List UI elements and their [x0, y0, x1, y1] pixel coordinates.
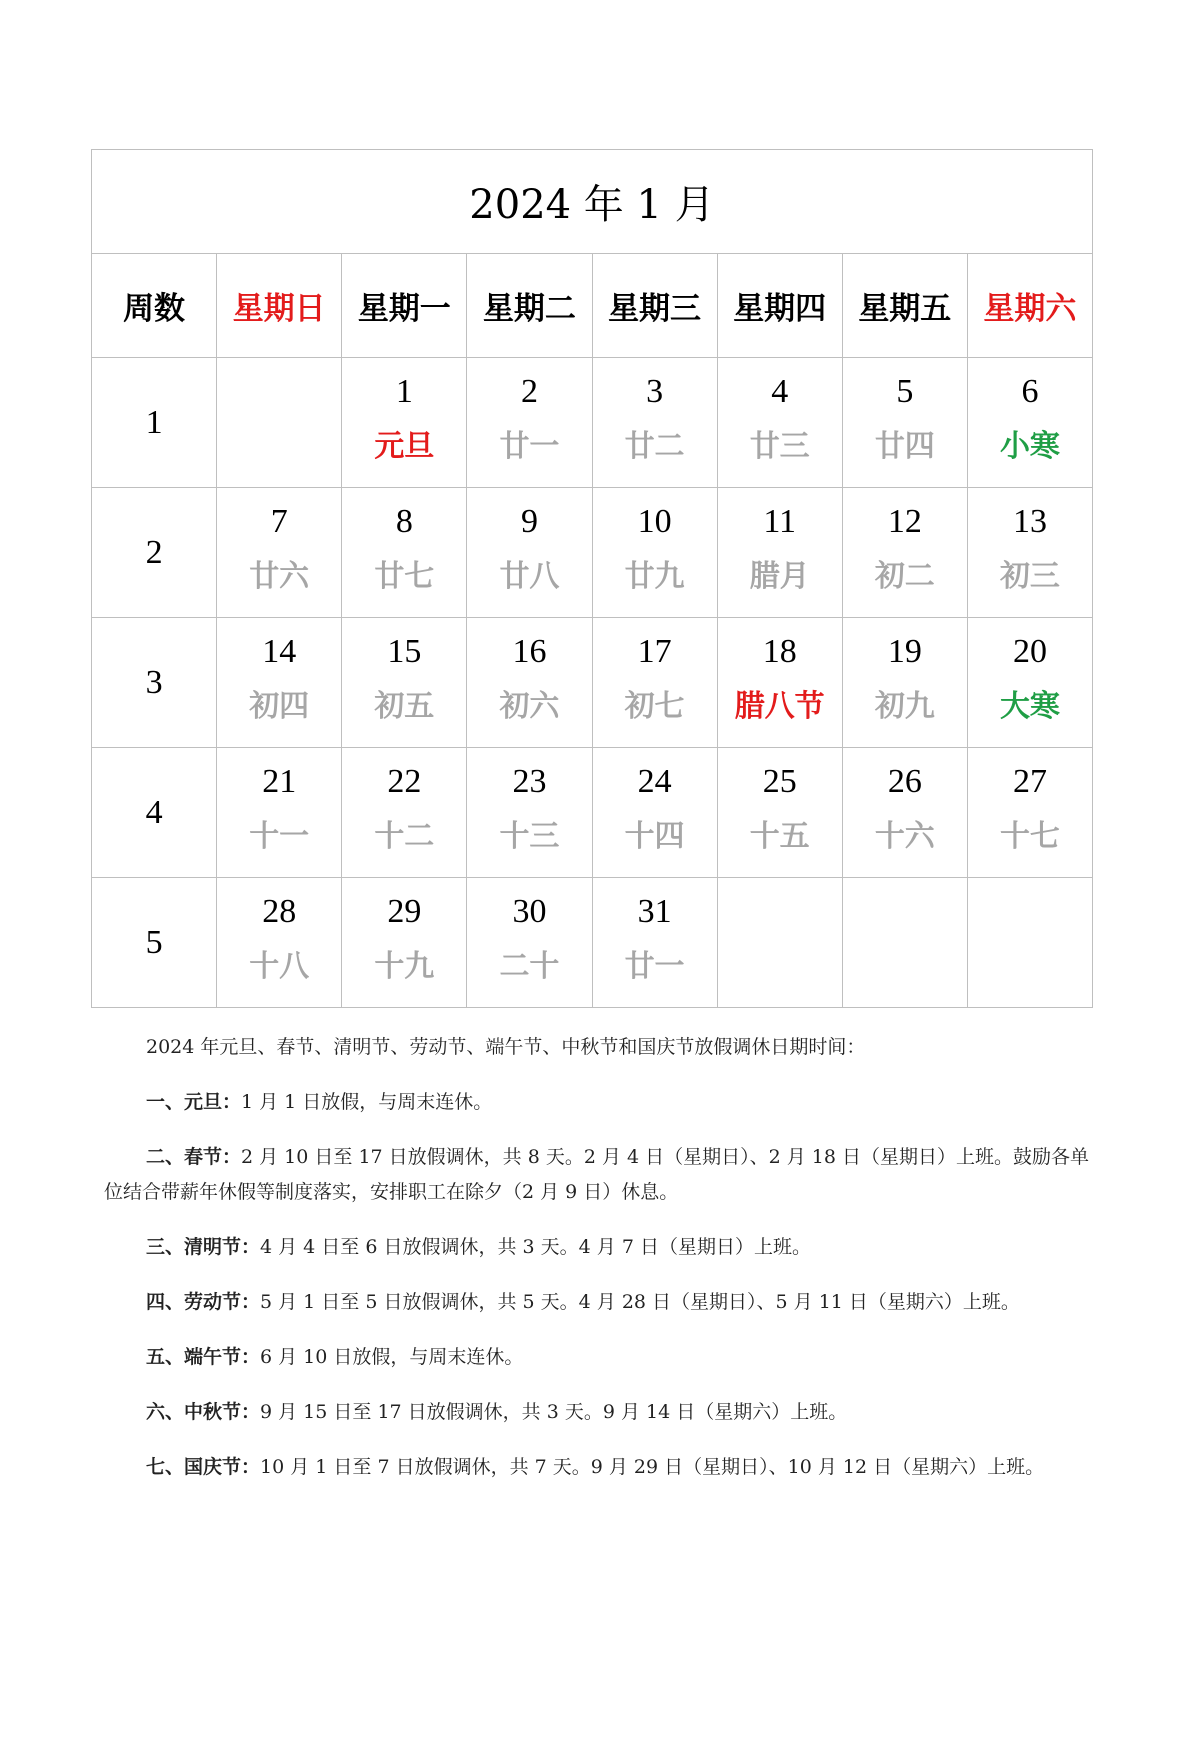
day-number: 26: [887, 763, 922, 800]
holiday-notes: [104, 1030, 1094, 1505]
day-cell: [842, 358, 967, 488]
day-number: 28: [262, 893, 297, 930]
day-number: 31: [637, 893, 672, 930]
lunar-date: 初二: [874, 558, 935, 594]
day-cell: [717, 618, 842, 748]
holiday-note: [104, 1450, 1094, 1485]
day-cell: [717, 488, 842, 618]
lunar-date: 十一: [249, 818, 310, 854]
lunar-date: 二十: [499, 948, 560, 984]
day-number: 7: [270, 503, 288, 540]
week-number: 4: [92, 748, 217, 878]
header-thursday: 星期四: [717, 254, 842, 358]
lunar-date: 廿一: [624, 948, 685, 984]
day-cell: [217, 488, 342, 618]
day-number: 30: [512, 893, 547, 930]
header-wednesday: 星期三: [592, 254, 717, 358]
day-number: 19: [887, 633, 922, 670]
day-number: 8: [395, 503, 413, 540]
header-tuesday: 星期二: [467, 254, 592, 358]
day-number: 24: [637, 763, 672, 800]
lunar-date: 十二: [374, 818, 435, 854]
day-number: 4: [771, 373, 789, 410]
lunar-date: 初七: [624, 688, 685, 724]
header-week-number: 周数: [92, 254, 217, 358]
day-cell: [217, 878, 342, 1008]
holiday-note-text: 10 月 1 日至 7 日放假调休，共 7 天。9 月 29 日（星期日）、10 月 12 日（星期六）上班。: [260, 1456, 1045, 1478]
day-cell: [592, 878, 717, 1008]
holiday-note-text: 4 月 4 日至 6 日放假调休，共 3 天。4 月 7 日（星期日）上班。: [260, 1236, 811, 1258]
day-cell: [342, 488, 467, 618]
lunar-date: 腊月: [749, 558, 810, 594]
holiday-note-text: 1 月 1 日放假，与周末连休。: [241, 1091, 493, 1113]
day-cell: [717, 748, 842, 878]
lunar-date: 廿七: [374, 558, 435, 594]
lunar-date: 十八: [249, 948, 310, 984]
lunar-date: 廿八: [499, 558, 560, 594]
day-number: 5: [896, 373, 914, 410]
day-cell: [967, 488, 1092, 618]
week-row: [92, 358, 1093, 488]
header-monday: 星期一: [342, 254, 467, 358]
lunar-date: 廿二: [624, 428, 685, 464]
lunar-date: 廿九: [624, 558, 685, 594]
notes-list: [104, 1085, 1094, 1485]
day-cell: [967, 358, 1092, 488]
lunar-date: 廿一: [499, 428, 560, 464]
day-cell: [217, 358, 342, 488]
day-cell: [592, 358, 717, 488]
holiday-note: [104, 1340, 1094, 1375]
day-cell: [592, 748, 717, 878]
day-cell: [967, 878, 1092, 1008]
header-friday: 星期五: [842, 254, 967, 358]
holiday-note: [104, 1285, 1094, 1320]
day-number: 14: [262, 633, 297, 670]
lunar-date: 廿三: [749, 428, 810, 464]
weekday-header-row: [92, 254, 1093, 358]
lunar-date: 初五: [374, 688, 435, 724]
week-row: [92, 488, 1093, 618]
day-cell: [717, 878, 842, 1008]
lunar-date: 初四: [249, 688, 310, 724]
day-cell: [217, 748, 342, 878]
day-number: 13: [1012, 503, 1047, 540]
holiday-note-label: 五、端午节：: [146, 1346, 261, 1368]
week-row: [92, 748, 1093, 878]
holiday-note-text: 5 月 1 日至 5 日放假调休，共 5 天。4 月 28 日（星期日）、5 月 11 日（星期六）上班。: [260, 1291, 1020, 1313]
lunar-date: 廿四: [874, 428, 935, 464]
day-number: 27: [1012, 763, 1047, 800]
lunar-date: 十六: [874, 818, 935, 854]
day-cell: [592, 488, 717, 618]
day-number: 17: [637, 633, 672, 670]
day-number: 3: [646, 373, 664, 410]
day-cell: [842, 618, 967, 748]
day-cell: [342, 358, 467, 488]
day-cell: [967, 748, 1092, 878]
week-number: 1: [92, 358, 217, 488]
holiday-note: [104, 1140, 1094, 1210]
lunar-date: 腊八节: [734, 688, 825, 724]
day-cell: [842, 878, 967, 1008]
week-row: [92, 878, 1093, 1008]
lunar-date: 大寒: [999, 688, 1060, 724]
holiday-note-text: 2 月 10 日至 17 日放假调休，共 8 天。2 月 4 日（星期日）、2 月 18 日（星期日）上班。鼓励各单位结合带薪年休假等制度落实，安排职工在除夕（2 月 9 日）休息。: [104, 1146, 1090, 1203]
day-number: 18: [762, 633, 797, 670]
day-number: 10: [637, 503, 672, 540]
lunar-date: 十七: [999, 818, 1060, 854]
day-cell: [342, 748, 467, 878]
day-number: 6: [1021, 373, 1039, 410]
day-number: 23: [512, 763, 547, 800]
lunar-date: 小寒: [999, 428, 1060, 464]
holiday-note: [104, 1230, 1094, 1265]
day-cell: [467, 618, 592, 748]
notes-intro: 2024 年元旦、春节、清明节、劳动节、端午节、中秋节和国庆节放假调休日期时间：: [146, 1036, 866, 1058]
day-number: 22: [387, 763, 422, 800]
day-cell: [467, 748, 592, 878]
day-cell: [342, 878, 467, 1008]
day-cell: [717, 358, 842, 488]
day-cell: [467, 878, 592, 1008]
week-number: 2: [92, 488, 217, 618]
holiday-note: [104, 1395, 1094, 1430]
lunar-date: 十三: [499, 818, 560, 854]
header-sunday: 星期日: [217, 254, 342, 358]
calendar-title: 2024 年 1 月: [92, 150, 1093, 254]
day-cell: [842, 748, 967, 878]
lunar-date: 初九: [874, 688, 935, 724]
holiday-note-label: 四、劳动节：: [146, 1291, 261, 1313]
holiday-note-text: 6 月 10 日放假，与周末连休。: [260, 1346, 524, 1368]
lunar-date: 元旦: [374, 428, 435, 464]
holiday-note-label: 三、清明节：: [146, 1236, 261, 1258]
calendar-table: [91, 149, 1093, 1008]
week-row: [92, 618, 1093, 748]
day-cell: [217, 618, 342, 748]
holiday-note-label: 六、中秋节：: [146, 1401, 261, 1423]
holiday-note-label: 七、国庆节：: [146, 1456, 261, 1478]
day-number: 25: [762, 763, 797, 800]
day-cell: [592, 618, 717, 748]
day-number: 20: [1012, 633, 1047, 670]
lunar-date: 十五: [749, 818, 810, 854]
lunar-date: 十九: [374, 948, 435, 984]
day-cell: [467, 488, 592, 618]
day-cell: [842, 488, 967, 618]
holiday-note: [104, 1085, 1094, 1120]
day-number: 9: [520, 503, 538, 540]
holiday-note-label: 一、元旦：: [146, 1091, 242, 1113]
lunar-date: 十四: [624, 818, 685, 854]
lunar-date: 初三: [999, 558, 1060, 594]
week-number: 3: [92, 618, 217, 748]
day-number: 2: [520, 373, 538, 410]
day-number: 29: [387, 893, 422, 930]
day-number: 12: [887, 503, 922, 540]
day-number: 21: [262, 763, 297, 800]
week-number: 5: [92, 878, 217, 1008]
lunar-date: 廿六: [249, 558, 310, 594]
holiday-note-text: 9 月 15 日至 17 日放假调休，共 3 天。9 月 14 日（星期六）上班。: [260, 1401, 848, 1423]
holiday-note-label: 二、春节：: [146, 1146, 242, 1168]
day-number: 1: [395, 373, 413, 410]
day-cell: [467, 358, 592, 488]
lunar-date: 初六: [499, 688, 560, 724]
day-number: 11: [763, 503, 797, 540]
day-cell: [342, 618, 467, 748]
header-saturday: 星期六: [967, 254, 1092, 358]
day-number: 16: [512, 633, 547, 670]
day-number: 15: [387, 633, 422, 670]
day-cell: [967, 618, 1092, 748]
